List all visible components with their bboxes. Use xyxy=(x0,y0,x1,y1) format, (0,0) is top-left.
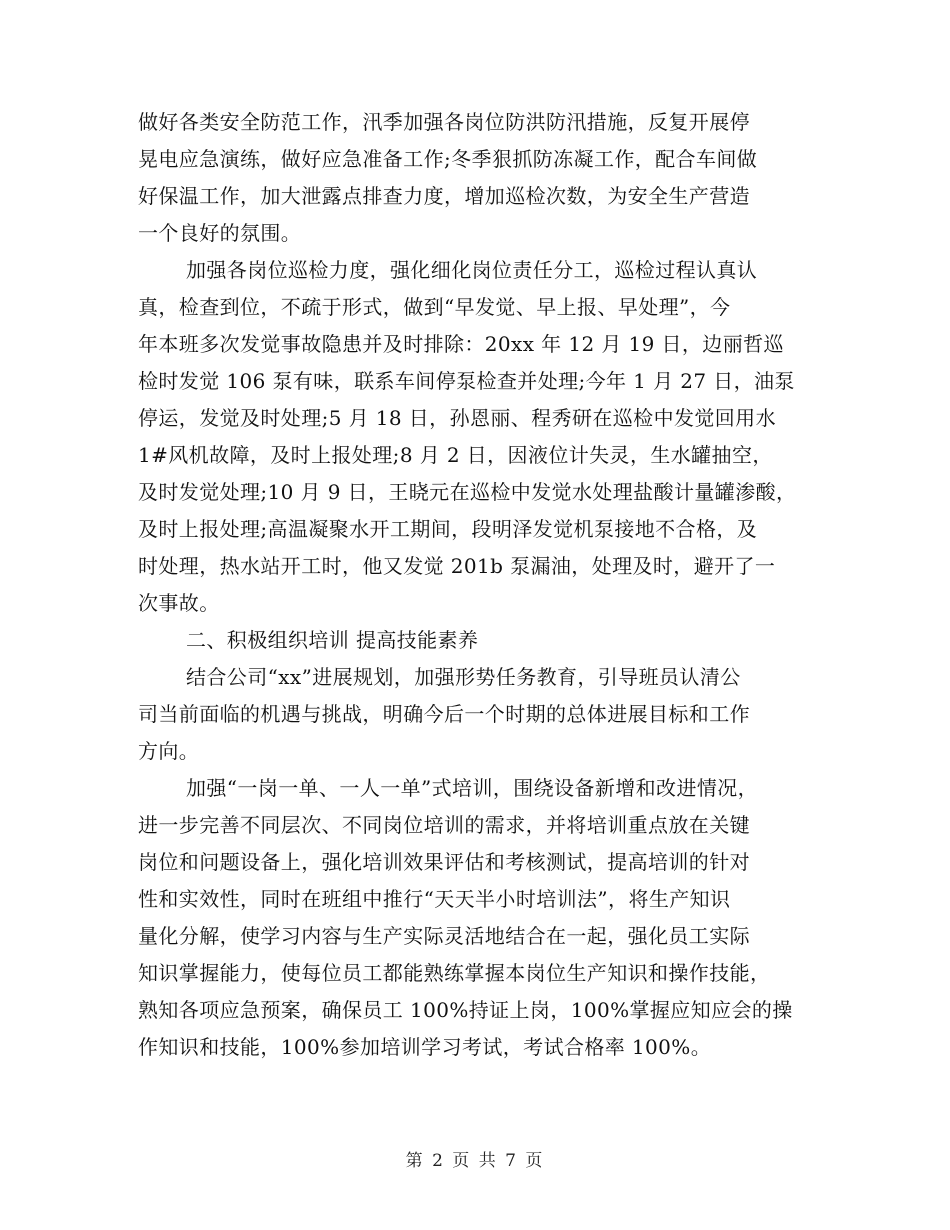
text-line: 加强“一岗一单、一人一单”式培训，围绕设备新增和改进情况， xyxy=(186,776,759,800)
text-line: 真，检查到位，不疏于形式，做到“早发觉、早上报、早处理”，今 xyxy=(138,295,731,319)
text-line: 司当前面临的机遇与挑战，明确今后一个时期的总体进展目标和工作 xyxy=(138,702,750,726)
text-line: 岗位和问题设备上，强化培训效果评估和考核测试，提高培训的针对 xyxy=(138,850,750,874)
text-line: 进一步完善不同层次、不同岗位培训的需求，并将培训重点放在关键 xyxy=(138,813,750,837)
text-line: 检时发觉 106 泵有味，联系车间停泵检查并处理;今年 1 月 27 日，油泵 xyxy=(138,369,795,393)
text-line: 作知识和技能，100%参加培训学习考试，考试合格率 100%。 xyxy=(138,1035,712,1059)
text-line: 方向。 xyxy=(138,739,200,763)
text-line: 做好各类安全防范工作，汛季加强各岗位防洪防汛措施，反复开展停 xyxy=(138,110,750,134)
text-line: 1#风机故障，及时上报处理;8 月 2 日，因液位计失灵，生水罐抽空， xyxy=(138,443,773,467)
text-line: 好保温工作，加大泄露点排查力度，增加巡检次数，为安全生产营造 xyxy=(138,184,750,208)
text-line: 知识掌握能力，使每位员工都能熟练掌握本岗位生产知识和操作技能， xyxy=(138,961,771,985)
text-line: 晃电应急演练，做好应急准备工作;冬季狠抓防冻凝工作，配合车间做 xyxy=(138,147,758,171)
text-line: 次事故。 xyxy=(138,591,220,615)
document-body xyxy=(138,104,818,1066)
text-line: 一个良好的氛围。 xyxy=(138,221,302,245)
text-line: 量化分解，使学习内容与生产实际灵活地结合在一起，强化员工实际 xyxy=(138,924,750,948)
text-line: 熟知各项应急预案，确保员工 100%持证上岗，100%掌握应知应会的操 xyxy=(138,998,793,1022)
text-line: 结合公司“xx”进展规划，加强形势任务教育，引导班员认清公 xyxy=(186,665,741,689)
text-line: 性和实效性，同时在班组中推行“天天半小时培训法”，将生产知识 xyxy=(138,887,731,911)
text-line: 二、积极组织培训 提高技能素养 xyxy=(186,628,479,652)
text-line: 年本班多次发觉事故隐患并及时排除：20xx 年 12 月 19 日，边丽哲巡 xyxy=(138,332,784,356)
page-footer: 第 2 页 共 7 页 xyxy=(405,1151,545,1171)
text-line: 时处理，热水站开工时，他又发觉 201b 泵漏油，处理及时，避开了一 xyxy=(138,554,776,578)
text-line: 停运，发觉及时处理;5 月 18 日，孙恩丽、程秀研在巡检中发觉回用水 xyxy=(138,406,776,430)
text-line: 及时上报处理;高温凝聚水开工期间，段明泽发觉机泵接地不合格，及 xyxy=(138,517,758,541)
text-line: 加强各岗位巡检力度，强化细化岗位责任分工，巡检过程认真认 xyxy=(186,258,758,282)
text-line: 及时发觉处理;10 月 9 日，王晓元在巡检中发觉水处理盐酸计量罐渗酸， xyxy=(138,480,797,504)
